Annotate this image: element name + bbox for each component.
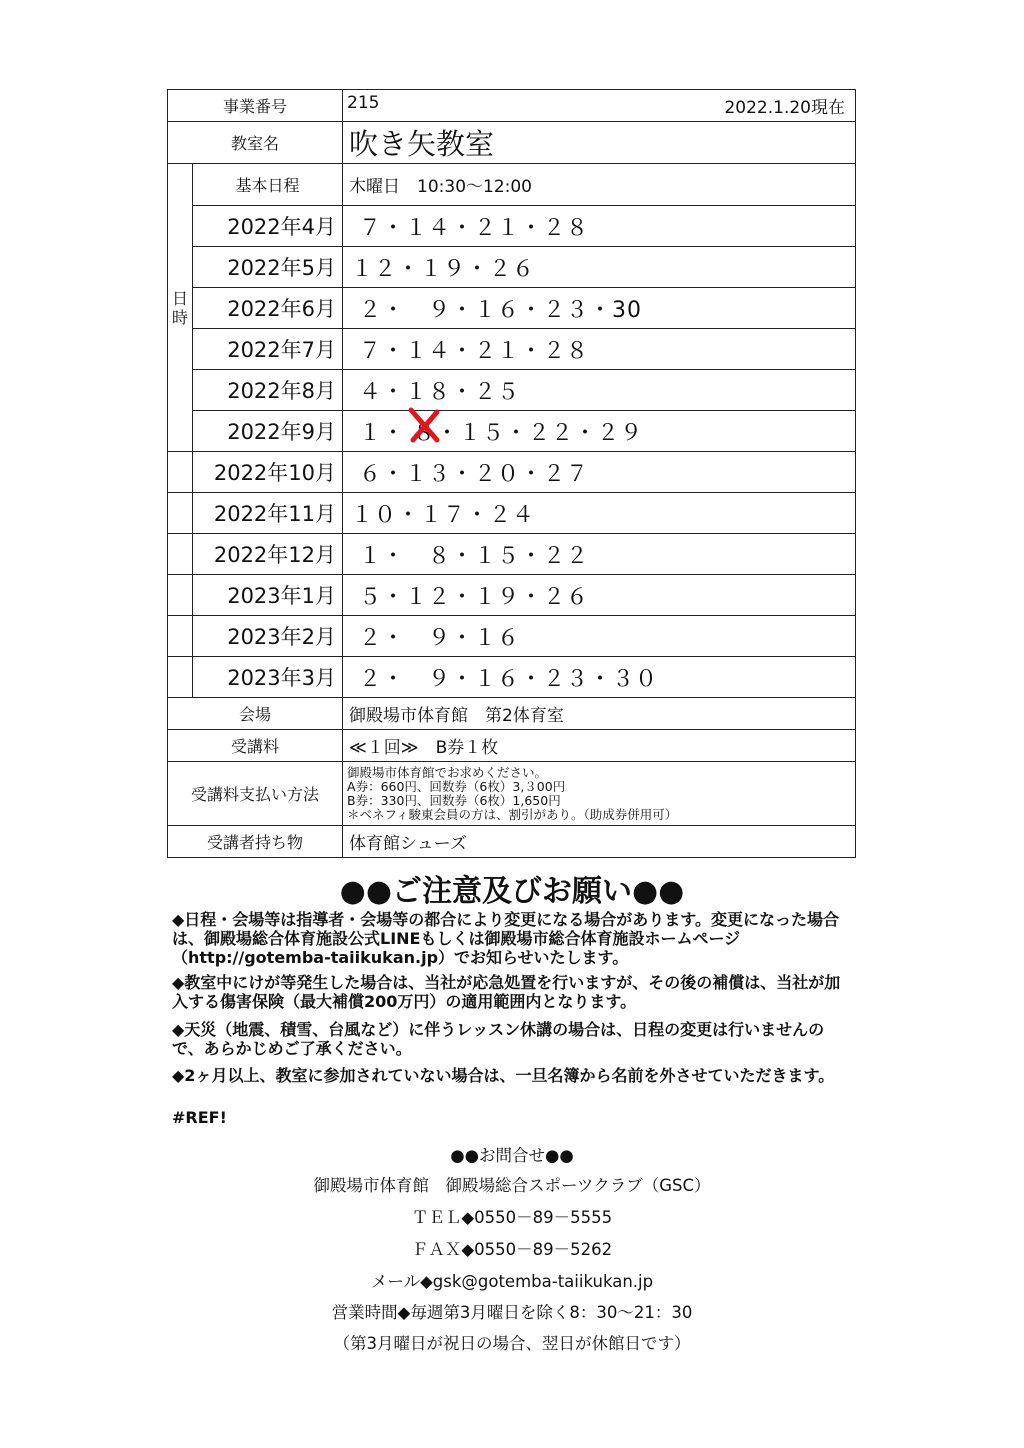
basic-schedule-label: 基本日程 <box>193 164 343 206</box>
payment-line: ＊ベネフィ駿東会員の方は、割引があり。（助成券併用可） <box>347 806 678 822</box>
month-dates: １・ ８・１５・２２ <box>343 534 856 575</box>
schedule-side-text: 日時 <box>172 288 189 327</box>
month-dates: １２・１９・２６ <box>343 247 856 288</box>
month-row <box>168 370 856 411</box>
payment-line: A券：660円、回数券（6枚）3,３00円 <box>347 778 566 794</box>
month-dates: ２・ ９・１６・２３・３０ <box>343 657 856 698</box>
month-label: 2022年6月 <box>193 288 343 329</box>
month-dates-september <box>343 411 856 452</box>
month-row <box>168 329 856 370</box>
notice-item: ◆日程・会場等は指導者・会場等の都合により変更になる場合があります。変更になった場合は、御殿場総合体育施設公式LINEもしくは御殿場市総合体育施設ホームページ（http://gotemba-taiikukan.jp）でお知らせいたします。 <box>172 910 840 967</box>
month-row <box>168 534 856 575</box>
belongings-label: 受講者持ち物 <box>168 826 343 858</box>
ref-error-text: #REF! <box>172 1108 227 1127</box>
month-row <box>168 206 856 247</box>
jigyo-number-label: 事業番号 <box>168 90 343 122</box>
row-venue <box>168 698 856 730</box>
classroom-info-table <box>167 89 856 858</box>
fee-value: ≪１回≫ B券１枚 <box>343 730 856 762</box>
classroom-name-value: 吹き矢教室 <box>343 122 856 164</box>
contact-hours: 営業時間◆毎週第3月曜日を除く8：30～21：30 <box>331 1303 693 1322</box>
row-belongings <box>168 826 856 858</box>
notice-item: ◆天災（地震、積雪、台風など）に伴うレッスン休講の場合は、日程の変更は行いませんので、あらかじめご了承ください。 <box>172 1020 825 1058</box>
month-row <box>168 657 856 698</box>
month-label: 2023年3月 <box>193 657 343 698</box>
dates-post: ・１５・２２・２９ <box>436 420 644 446</box>
month-row <box>168 247 856 288</box>
month-dates: ６・１３・２０・２７ <box>343 452 856 493</box>
jigyo-number-value: 215 <box>347 93 380 113</box>
fee-label: 受講料 <box>168 730 343 762</box>
venue-value: 御殿場市体育館 第2体育室 <box>343 698 856 730</box>
month-dates: ７・１４・２１・２８ <box>343 206 856 247</box>
row-jigyo-number <box>168 90 856 122</box>
side-spacer <box>168 452 193 493</box>
belongings-value: 体育館シューズ <box>343 826 856 858</box>
month-label: 2022年12月 <box>193 534 343 575</box>
row-classroom-name <box>168 122 856 164</box>
payment-label: 受講料支払い方法 <box>168 762 343 826</box>
month-dates: ２・ ９・１６ <box>343 616 856 657</box>
payment-line: 御殿場市体育館でお求めください。 <box>347 764 548 780</box>
month-row <box>168 493 856 534</box>
payment-line: B券：330円、回数券（6枚）1,650円 <box>347 792 561 808</box>
month-row <box>168 616 856 657</box>
schedule-side-label <box>168 164 193 452</box>
side-spacer <box>168 657 193 698</box>
month-row <box>168 411 856 452</box>
month-dates: ５・１２・１９・２６ <box>343 575 856 616</box>
cancelled-date-value: ８ <box>413 420 437 446</box>
month-dates: ２・ ９・１６・２３・30 <box>343 288 856 329</box>
contact-mail: メール◆gsk@gotemba-taiikukan.jp <box>370 1272 654 1291</box>
month-label: 2022年8月 <box>193 370 343 411</box>
side-spacer <box>168 534 193 575</box>
month-label: 2022年7月 <box>193 329 343 370</box>
as-of-date: 2022.1.20現在 <box>724 98 845 118</box>
month-label: 2022年11月 <box>193 493 343 534</box>
contact-fax: ＦＡＸ◆0550－89－5262 <box>411 1240 613 1259</box>
month-row <box>168 288 856 329</box>
month-label: 2022年9月 <box>193 411 343 452</box>
row-payment <box>168 762 856 826</box>
notice-item: ◆教室中にけが等発生した場合は、当社が応急処置を行いますが、その後の補償は、当社が加入する傷害保険（最大補償200万円）の適用範囲内となります。 <box>172 973 841 1011</box>
row-basic-schedule <box>168 164 856 206</box>
cancelled-date <box>413 416 436 447</box>
side-spacer <box>168 493 193 534</box>
month-label: 2022年10月 <box>193 452 343 493</box>
month-label: 2022年4月 <box>193 206 343 247</box>
month-dates: ４・１８・２５ <box>343 370 856 411</box>
month-label: 2022年5月 <box>193 247 343 288</box>
dates-pre: １・ <box>351 420 414 446</box>
contact-org: 御殿場市体育館 御殿場総合スポーツクラブ（GSC） <box>313 1176 711 1195</box>
month-dates: １０・１７・２４ <box>343 493 856 534</box>
month-row <box>168 575 856 616</box>
month-dates: ７・１４・２１・２８ <box>343 329 856 370</box>
notice-title: ●●ご注意及びお願い●● <box>339 874 685 909</box>
side-spacer <box>168 575 193 616</box>
contact-title: ●●お問合せ●● <box>450 1146 574 1165</box>
payment-details <box>343 762 856 826</box>
row-fee <box>168 730 856 762</box>
side-spacer <box>168 616 193 657</box>
month-label: 2023年2月 <box>193 616 343 657</box>
notice-item: ◆2ヶ月以上、教室に参加されていない場合は、一旦名簿から名前を外させていただきます。 <box>172 1066 835 1085</box>
classroom-name-label: 教室名 <box>168 122 343 164</box>
jigyo-number-cell <box>343 90 856 122</box>
cancel-cross-icon <box>407 406 441 444</box>
month-label: 2023年1月 <box>193 575 343 616</box>
venue-label: 会場 <box>168 698 343 730</box>
contact-note: （第3月曜日が祝日の場合、翌日が休館日です） <box>333 1334 691 1353</box>
basic-schedule-value: 木曜日 10:30～12:00 <box>343 164 856 206</box>
contact-tel: ＴＥＬ◆0550－89－5555 <box>411 1208 613 1227</box>
month-row <box>168 452 856 493</box>
